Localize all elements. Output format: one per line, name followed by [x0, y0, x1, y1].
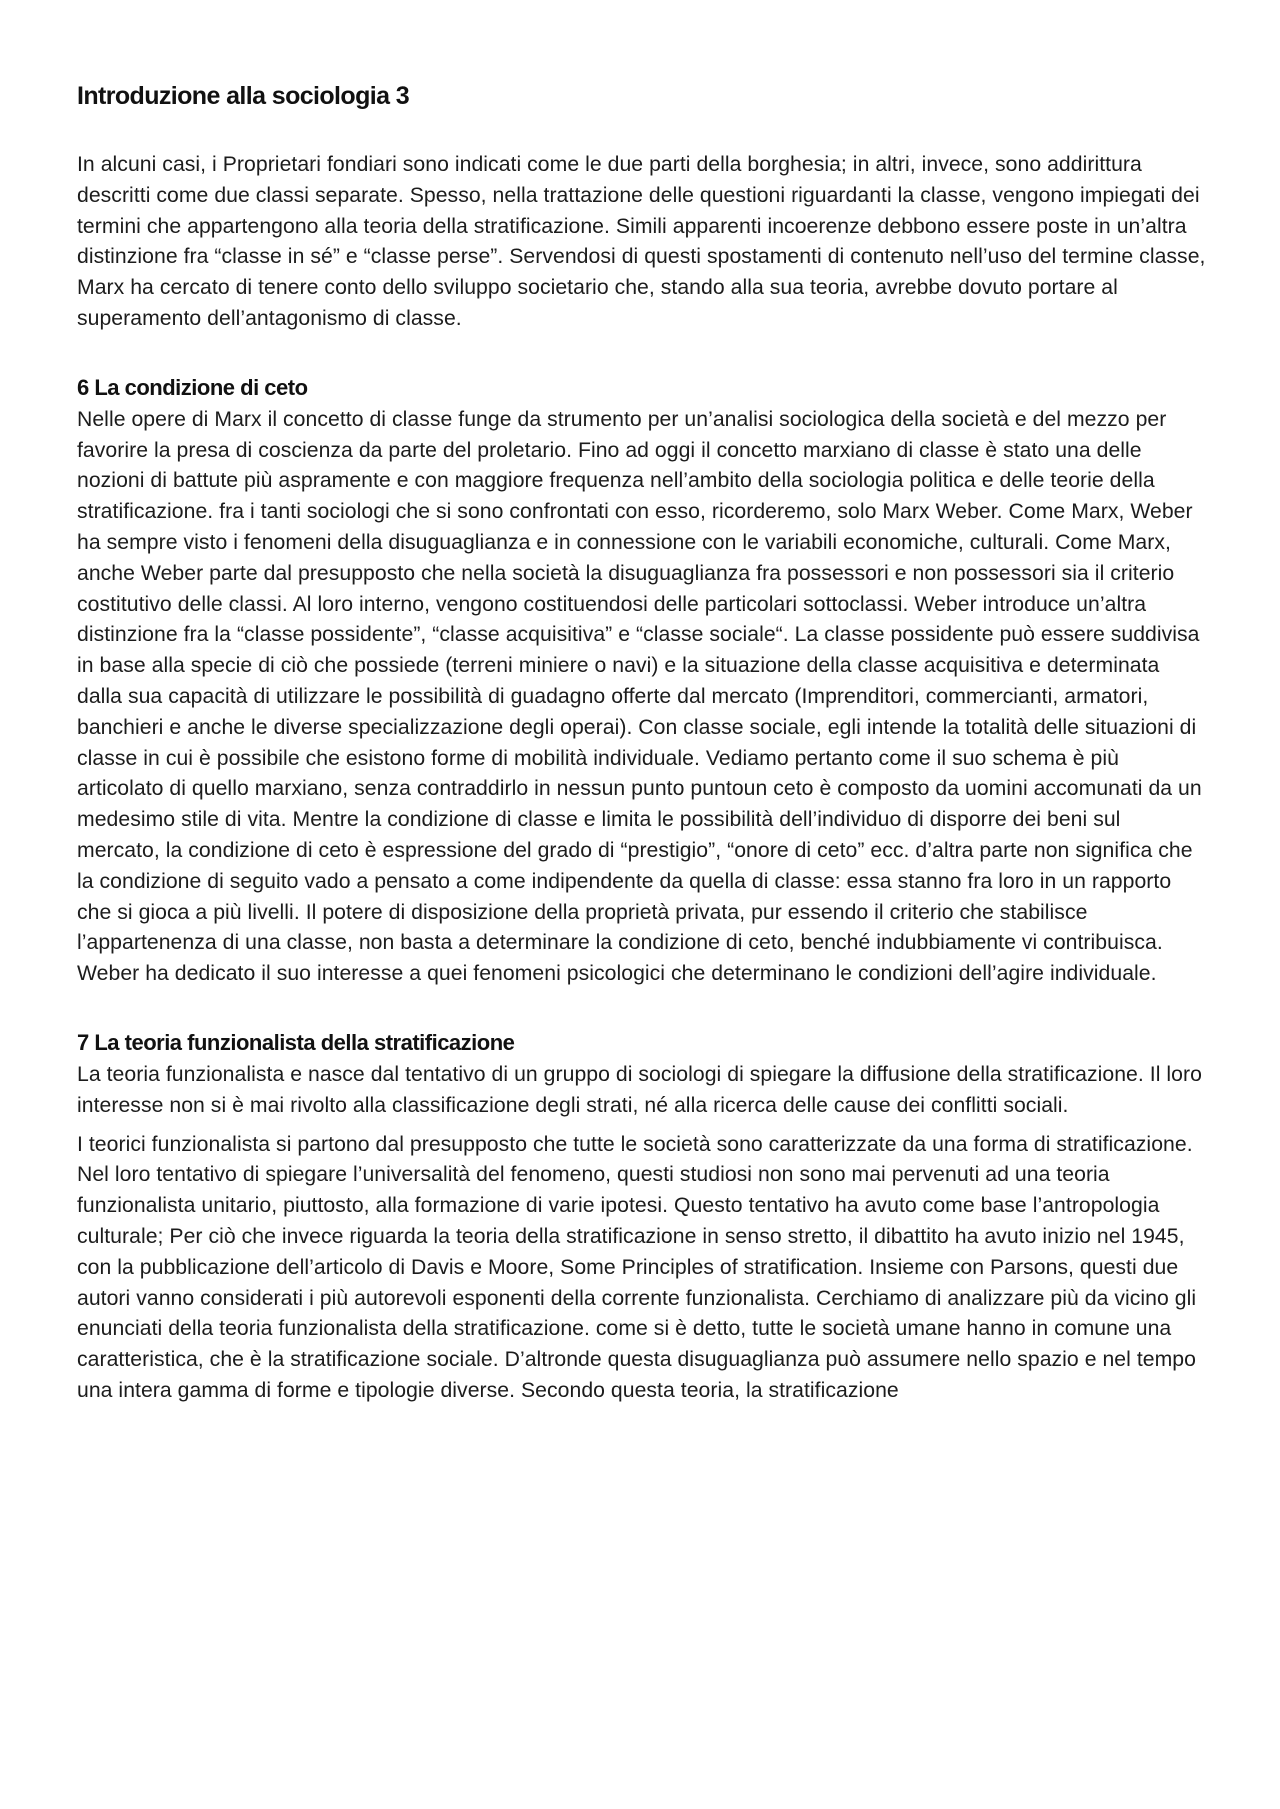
section-teoria-funzionalista — [77, 1028, 1207, 1407]
intro-paragraph: In alcuni casi, i Proprietari fondiari sono indicati come le due parti della borghesia; in altri, invece, sono addirittura descritti come due classi separate. Spesso, nella trattazione delle questioni riguardanti la classe, vengono impiegati dei termini che appartengono alla teoria della stratificazione. Simili apparenti incoerenze debbono essere poste in un’altra distinzione fra “classe in sé” e “classe perse”. Servendosi di questi spostamenti di contenuto nell’uso del termine classe, Marx ha cercato di tenere conto dello sviluppo societario che, stando alla sua teoria, avrebbe dovuto portare al superamento dell’antagonismo di classe. — [77, 153, 1206, 330]
section-paragraph: I teorici funzionalista si partono dal presupposto che tutte le società sono caratterizzate da una forma di stratificazione. Nel loro tentativo di spiegare l’universalità del fenomeno, questi studiosi non sono mai pervenuti ad una teoria funzionalista unitario, piuttosto, alla formazione di varie ipotesi. Questo tentativo ha avuto come base l’antropologia culturale; Per ciò che invece riguarda la teoria della stratificazione in senso stretto, il dibattito ha avuto inizio nel 1945, con la pubblicazione dell’articolo di Davis e Moore, Some Principles of stratification. Insieme con Parsons, questi due autori vanno considerati i più autorevoli esponenti della corrente funzionalista. Cerchiamo di analizzare più da vicino gli enunciati della teoria funzionalista della stratificazione. come si è detto, tutte le società umane hanno in comune una caratteristica, che è la stratificazione sociale. D’altronde questa disuguaglianza può assumere nello spazio e nel tempo una intera gamma di forme e tipologie diverse. Secondo questa teoria, la stratificazione — [77, 1132, 1197, 1402]
section-paragraph: Nelle opere di Marx il concetto di classe funge da strumento per un’analisi sociologica della società e del mezzo per favorire la presa di coscienza da parte del proletario. Fino ad oggi il concetto marxiano di classe è stato una delle nozioni di battute più aspramente e con maggiore frequenza nell’ambito della sociologia politica e delle teorie della stratificazione. fra i tanti sociologi che si sono confrontati con esso, ricorderemo, solo Marx Weber. Come Marx, Weber ha sempre visto i fenomeni della disuguaglianza e in connessione con le variabili economiche, culturali. Come Marx, anche Weber parte dal presupposto che nella società la disuguaglianza fra possessori e non possessori sia il criterio costitutivo delle classi. Al loro interno, vengono costituendosi delle particolari sottoclassi. Weber introduce un’altra distinzione fra la “classe possidente”, “classe acquisitiva” e “classe sociale“. La classe possidente può essere suddivisa in base alla specie di ciò che possiede (terreni miniere o navi) e la situazione della classe acquisitiva e determinata dalla sua capacità di utilizzare le possibilità di guadagno offerte dal mercato (Imprenditori, commercianti, armatori, banchieri e anche le diverse specializzazione degli operai). Con classe sociale, egli intende la totalità delle situazioni di classe in cui è possibile che esistono forme di mobilità individuale. Vediamo pertanto come il suo schema è più articolato di quello marxiano, senza contraddirlo in nessun punto puntoun ceto è composto da uomini accomunati da un medesimo stile di vita. Mentre la condizione di classe e limita le possibilità dell’individuo di disporre dei beni sul mercato, la condizione di ceto è espressione del grado di “prestigio”, “onore di ceto” ecc. d’altra parte non significa che la condizione di seguito vado a pensato a come indipendente da quella di classe: essa stanno fra loro in un rapporto che si gioca a più livelli. Il potere di disposizione della proprietà privata, pur essendo il criterio che stabilisce l’appartenenza di una classe, non basta a determinare la condizione di ceto, benché indubbiamente vi contribuisca. Weber ha dedicato il suo interesse a quei fenomeni psicologici che determinano le condizioni dell’agire individuale. — [77, 407, 1202, 986]
document-title: Introduzione alla sociologia 3 — [77, 82, 410, 110]
section-heading: 7 La teoria funzionalista della stratificazione — [77, 1029, 515, 1055]
document-page — [77, 78, 1207, 1407]
section-condizione-di-ceto — [77, 373, 1207, 990]
section-paragraph: La teoria funzionalista e nasce dal tentativo di un gruppo di sociologi di spiegare la diffusione della stratificazione. Il loro interesse non si è mai rivolto alla classificazione degli strati, né alla ricerca delle cause dei conflitti sociali. — [77, 1062, 1202, 1117]
section-heading: 6 La condizione di ceto — [77, 374, 308, 400]
